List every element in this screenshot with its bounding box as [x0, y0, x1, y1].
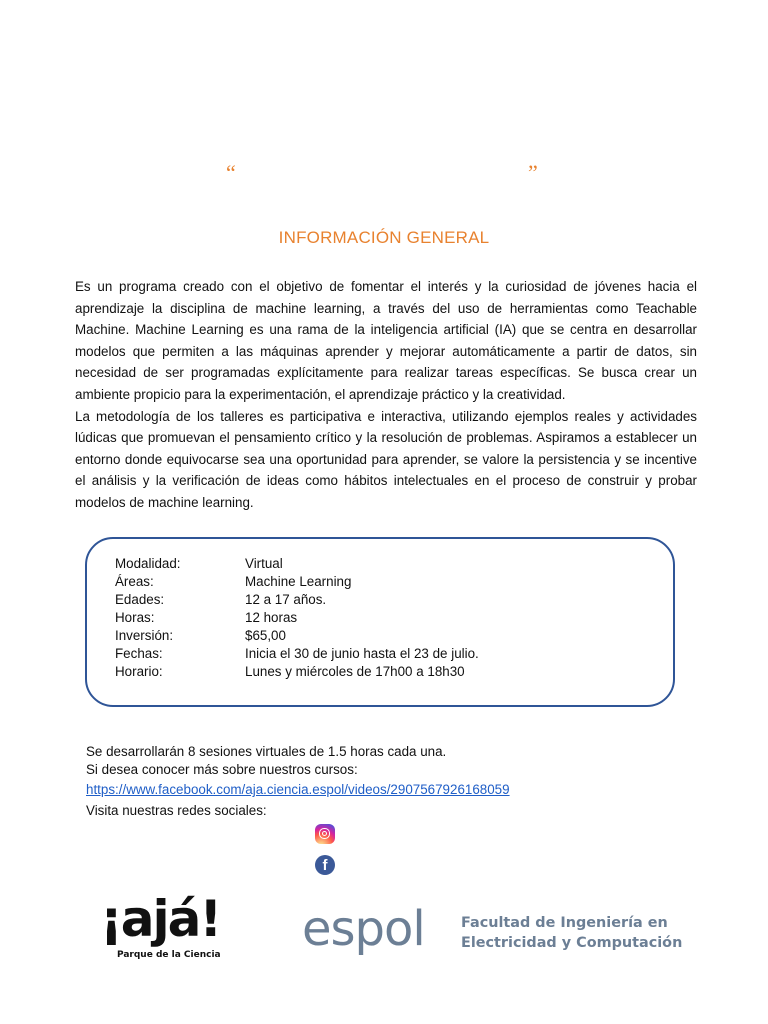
info-label: Horario: — [115, 664, 163, 679]
fiec-line-2: Electricidad y Computación — [461, 935, 683, 951]
info-value: 12 horas — [245, 610, 298, 625]
info-value: Inicia el 30 de junio hasta el 23 de julio. — [245, 646, 479, 661]
description — [75, 276, 697, 514]
info-value: Virtual — [245, 556, 283, 571]
info-label: Fechas: — [115, 646, 163, 661]
fiec-line-1: Facultad de Ingeniería en — [461, 915, 668, 931]
info-value: 12 a 17 años. — [245, 592, 327, 607]
description-paragraph-1: Es un programa creado con el objetivo de fomentar el interés y la curiosidad de jóvenes hacia el aprendizaje la disciplina de machine learning, a través del uso de herramientas como Teachable Machine. Machine Learning es una rama de la inteligencia artificial (IA) que se centra en desarrollar modelos que permiten a las máquinas aprender y mejorar automáticamente a partir de datos, sin necesidad de ser programadas explícitamente para realizar tareas específicas. Se busca crear un ambiente propicio para la experimentación, el aprendizaje práctico y la creatividad. — [75, 279, 697, 402]
instagram-icon[interactable] — [315, 824, 335, 844]
fiec-logo-text — [461, 913, 682, 953]
course-info-box — [85, 537, 675, 707]
info-label: Edades: — [115, 592, 165, 607]
sessions-text: Se desarrollarán 8 sesiones virtuales de 1.5 horas cada una. — [86, 744, 447, 759]
facebook-icon[interactable]: f — [315, 855, 335, 875]
info-label: Horas: — [115, 610, 155, 625]
info-value: Machine Learning — [245, 574, 352, 589]
info-value: $65,00 — [245, 628, 286, 643]
section-title: INFORMACIÓN GENERAL — [278, 228, 490, 247]
facebook-video-link[interactable]: https://www.facebook.com/aja.ciencia.espol/videos/2907567926168059 — [86, 782, 510, 797]
info-value: Lunes y miércoles de 17h00 a 18h30 — [245, 664, 465, 679]
aja-logo-text: ¡ajá! — [100, 890, 221, 948]
info-label: Inversión: — [115, 628, 174, 643]
info-label: Modalidad: — [115, 556, 181, 571]
more-info-text: Si desea conocer más sobre nuestros cursos: — [86, 762, 358, 777]
info-label: Áreas: — [115, 574, 154, 589]
description-paragraph-2: La metodología de los talleres es participativa e interactiva, utilizando ejemplos reales y actividades lúdicas que promuevan el pensamiento crítico y la resolución de problemas. Aspiramos a establecer un entorno donde equivocarse sea una oportunidad para aprender, se valore la persistencia y se incentive el análisis y la verificación de ideas como hábitos intelectuales en el proceso de construir y probar modelos de machine learning. — [75, 408, 697, 510]
aja-logo-subtitle: Parque de la Ciencia — [117, 950, 221, 960]
espol-logo — [302, 901, 442, 961]
social-label: Visita nuestras redes sociales: — [86, 803, 267, 818]
close-quote: ” — [528, 160, 538, 185]
espol-logo-text: espol — [302, 901, 425, 957]
aja-logo — [100, 890, 240, 968]
open-quote: “ — [226, 160, 236, 185]
